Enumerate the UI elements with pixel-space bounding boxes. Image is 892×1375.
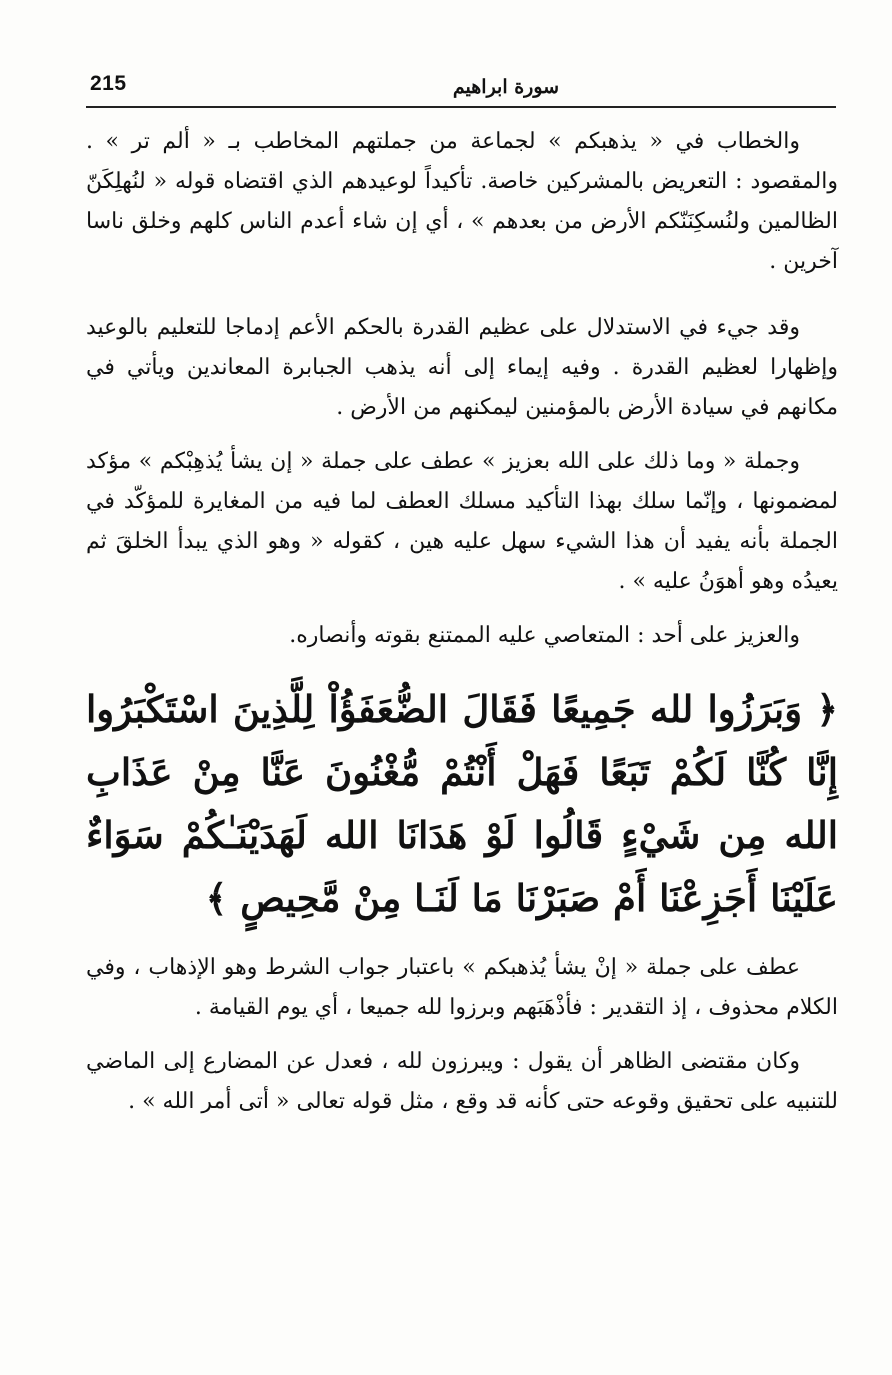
paragraph-spacer: [86, 602, 838, 616]
paragraph-verse-tense: وكان مقتضى الظاهر أن يقول : ويبرزون لله ، فعدل عن المضارع إلى الماضي للتنبيه على تحقيق وقوعه حتى كأنه قد وقع ، مثل قوله تعالى « أتى أمر الله » .: [86, 1049, 838, 1114]
running-title: سورة ابراهيم: [452, 76, 560, 98]
paragraph-spacer: [86, 428, 838, 442]
paragraph-verse-commentary: عطف على جملة « إنْ يشأ يُذهبكم » باعتبار جواب الشرط وهو الإذهاب ، وفي الكلام محذوف ، إذ التقدير : فأذْهَبَهم وبرزوا لله جميعا ، أي يوم القيامة .: [86, 955, 838, 1020]
paragraph-inference: وقد جيء في الاستدلال على عظيم القدرة بالحكم الأعم إدماجا للتعليم بالوعيد وإظهارا لعظيم القدرة . وفيه إيماء إلى أنه يذهب الجبابرة المعاندين ويأتي في مكانهم في سيادة الأرض بالمؤمنين ليمكنهم من الأرض .: [86, 315, 838, 420]
paragraph-spacer: [86, 1028, 838, 1042]
paragraph-spacer: [86, 282, 838, 308]
page-header: [86, 70, 836, 108]
paragraph-definition: والعزيز على أحد : المتعاصي عليه الممتنع بقوته وأنصاره.: [289, 623, 800, 648]
page-body: [86, 122, 838, 1122]
paragraph-sentence-analysis: وجملة « وما ذلك على الله بعزيز » عطف على جملة « إن يشأ يُذهِبْكم » مؤكد لمضمونها ، وإنّما سلك بهذا التأكيد مسلك العطف لما فيه من المغايرة للمؤكّد في الجملة بأنه يفيد أن هذا الشيء سهل عليه هين ، كقوله « وهو الذي يبدأ الخلقَ ثم يعيدُه وهو أهوَنُ عليه » .: [86, 449, 838, 594]
paragraph-address-meaning: والخطاب في « يذهبكم » لجماعة من جملتهم المخاطب بـ « ألم تر » . والمقصود : التعريض بالمشركين خاصة. تأكيداً لوعيدهم الذي اقتضاه قوله « لنُهلِكَنّ الظالمين ولنُسكِنَنّكم الأرض من بعدهم » ، أي إن شاء أعدم الناس كلهم وخلق ناسا آخرين .: [86, 129, 838, 274]
page-number: 215: [90, 72, 127, 95]
quran-verse: ﴿ وَبَرَزُوا لله جَمِيعًا فَقَالَ الضُّعَفَؤُاْ لِلَّذِينَ اسْتَكْبَرُوا إِنَّا كُنَّا لَكُمْ تَبَعًا فَهَلْ أَنْتُمْ مُّغْنُونَ عَنَّا مِنْ عَذَابِ الله مِن شَيْءٍ قَالُوا لَوْ هَدَانَا الله لَهَدَيْنَـٰكُمْ سَوَاءٌ عَلَيْنَا أَجَزِعْنَا أَمْ صَبَرْنَا مَا لَنَـا مِنْ مَّحِيصٍ ﴾: [86, 687, 838, 920]
